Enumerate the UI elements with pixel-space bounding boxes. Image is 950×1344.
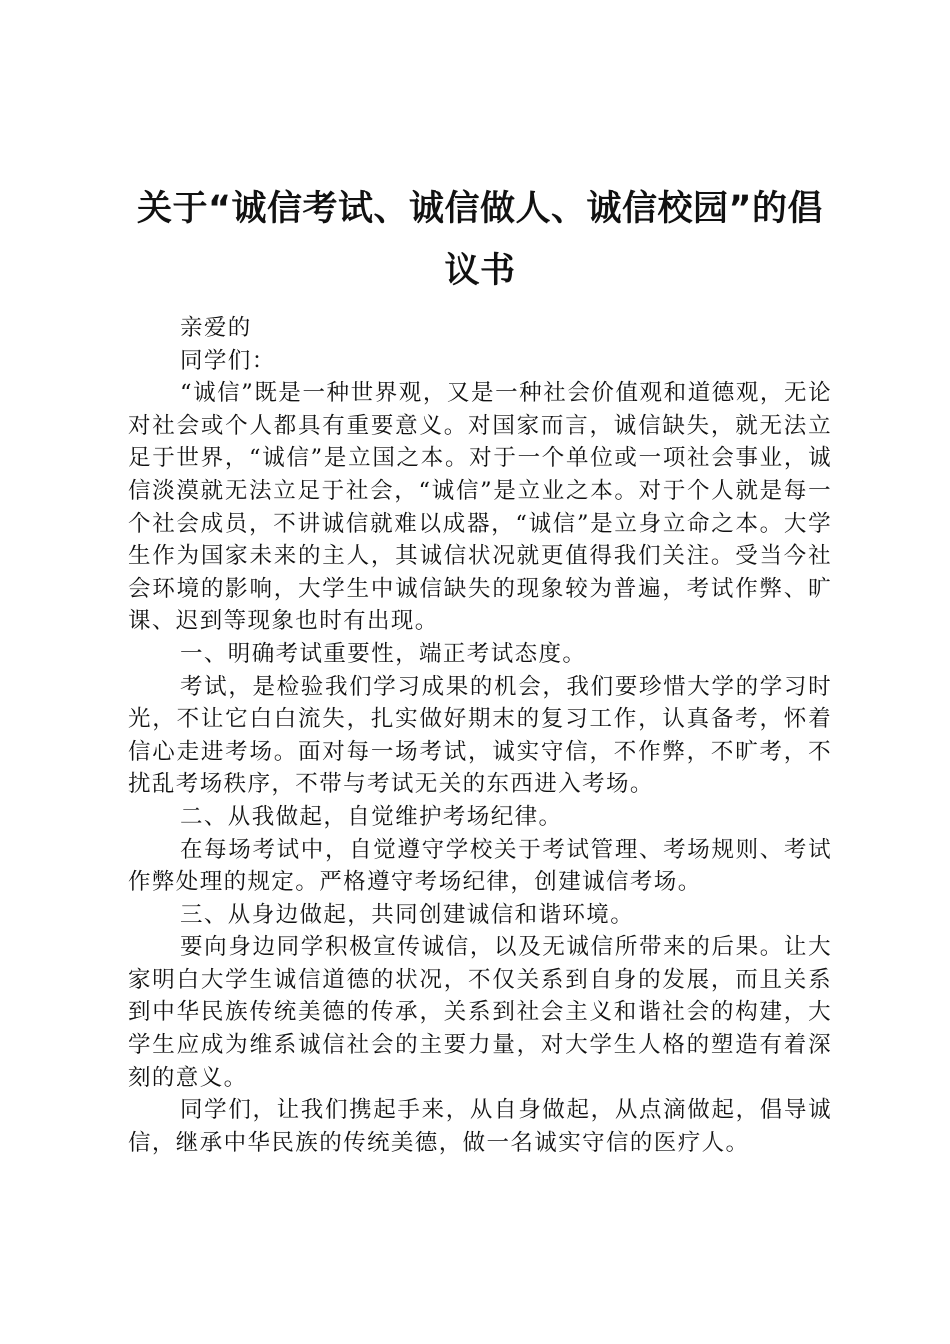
paragraph-section-3: 要向身边同学积极宣传诚信，以及无诚信所带来的后果。让大家明白大学生诚信道德的状况，不仅关系到自身的发展，而且关系到中华民族传统美德的传承，关系到社会主义和谐社会的构建，大学生应成为维系诚信社会的主要力量，对大学生人格的塑造有着深刻的意义。 [128,934,832,1091]
section-heading-2: 二、从我做起，自觉维护考场纪律。 [180,803,563,830]
paragraph-closing: 同学们，让我们携起手来，从自身做起，从点滴做起，倡导诚信，继承中华民族的传统美德，做一名诚实守信的医疗人。 [128,1097,832,1156]
salutation-line-2: 同学们： [180,347,276,374]
document-body [128,312,832,1159]
salutation-line-1: 亲爱的 [180,315,252,341]
document-title: 关于“诚信考试、诚信做人、诚信校园”的倡议书 [136,189,823,291]
section-heading-1: 一、明确考试重要性，端正考试态度。 [180,640,587,667]
document-page [128,178,832,1159]
paragraph-intro: “诚信”既是一种世界观，又是一种社会价值观和道德观，无论对社会或个人都具有重要意义。对国家而言，诚信缺失，就无法立足于世界，“诚信”是立国之本。对于一个单位或一项社会事业，诚信淡漠就无法立足于社会，“诚信”是立业之本。对于个人就是每一个社会成员，不讲诚信就难以成器，“诚信”是立身立命之本。大学生作为国家未来的主人，其诚信状况就更值得我们关注。受当今社会环境的影响，大学生中诚信缺失的现象较为普遍，考试作弊、旷课、迟到等现象也时有出现。 [128,380,832,635]
paragraph-section-1: 考试，是检验我们学习成果的机会，我们要珍惜大学的学习时光，不让它白白流失，扎实做好期末的复习工作，认真备考，怀着信心走进考场。面对每一场考试，诚实守信，不作弊，不旷考，不扰乱考场秩序，不带与考试无关的东西进入考场。 [128,673,832,798]
section-heading-3: 三、从身边做起，共同创建诚信和谐环境。 [180,901,635,928]
paragraph-section-2: 在每场考试中，自觉遵守学校关于考试管理、考场规则、考试作弊处理的规定。严格遵守考场纪律，创建诚信考场。 [128,836,832,896]
